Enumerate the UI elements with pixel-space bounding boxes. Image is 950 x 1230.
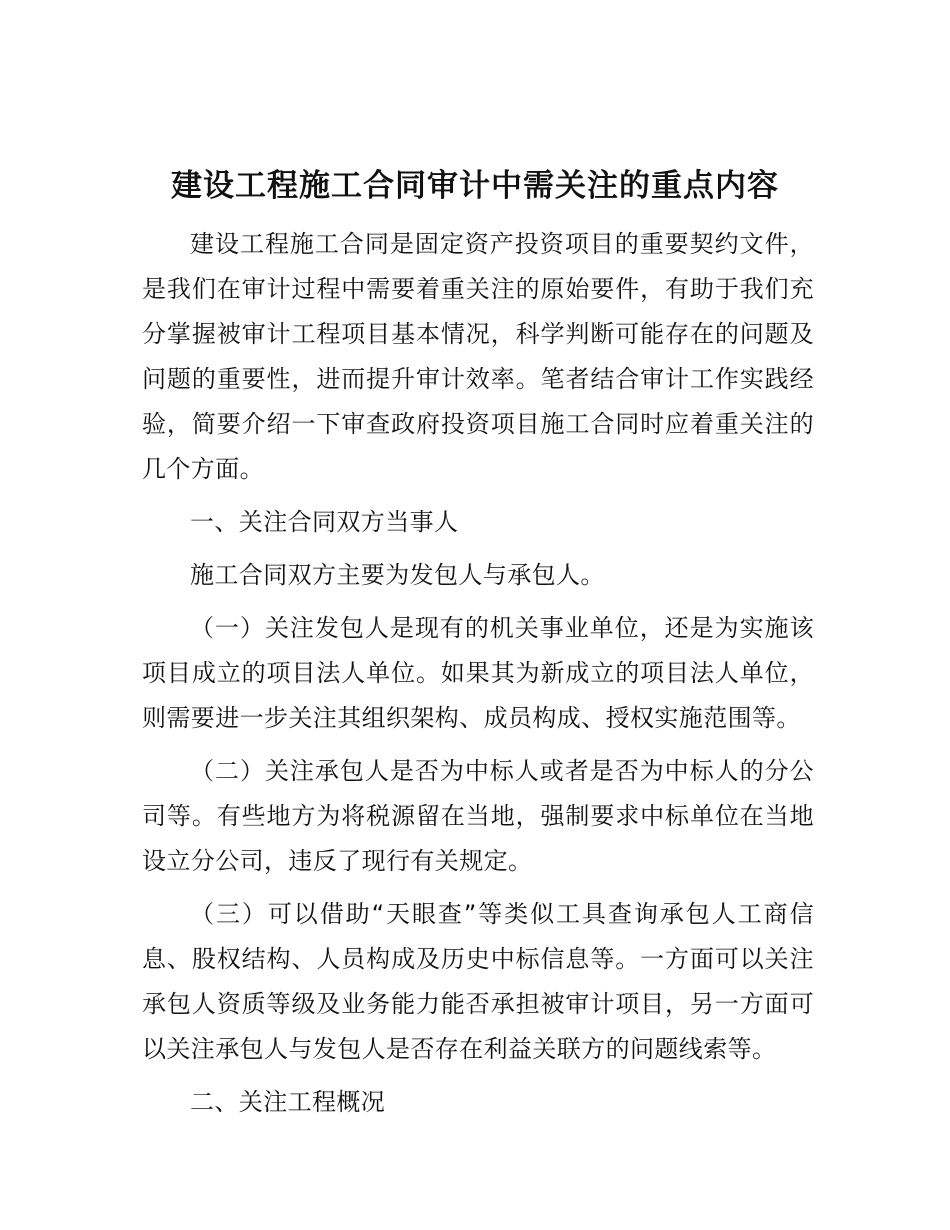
- paragraph-item-3: （三）可以借助“天眼查”等类似工具查询承包人工商信息、股权结构、人员构成及历史中标信息等。一方面可以关注承包人资质等级及业务能力能否承担被审计项目，另一方面可以关注承包人与发包人是否存在利益关联方的问题线索等。: [142, 900, 814, 1063]
- paragraph-item-1: （一）关注发包人是现有的机关事业单位，还是为实施该项目成立的项目法人单位。如果其为新成立的项目法人单位，则需要进一步关注其组织架构、成员构成、授权实施范围等。: [142, 614, 814, 732]
- document-title: 建设工程施工合同审计中需关注的重点内容: [171, 168, 779, 204]
- intro-paragraph: 建设工程施工合同是固定资产投资项目的重要契约文件，是我们在审计过程中需要着重关注的原始要件，有助于我们充分掌握被审计工程项目基本情况，科学判断可能存在的问题及问题的重要性，进而提升审计效率。笔者结合审计工作实践经验，简要介绍一下审查政府投资项目施工合同时应着重关注的几个方面。: [142, 230, 814, 483]
- paragraph-parties: 施工合同双方主要为发包人与承包人。: [190, 561, 605, 589]
- paragraph-item-2: （二）关注承包人是否为中标人或者是否为中标人的分公司等。有些地方为将税源留在当地，强制要求中标单位在当地设立分公司，违反了现行有关规定。: [142, 757, 814, 875]
- section-heading-2: 二、关注工程概况: [190, 1088, 386, 1116]
- document-body: [142, 222, 814, 1125]
- section-heading-1: 一、关注合同双方当事人: [190, 508, 459, 536]
